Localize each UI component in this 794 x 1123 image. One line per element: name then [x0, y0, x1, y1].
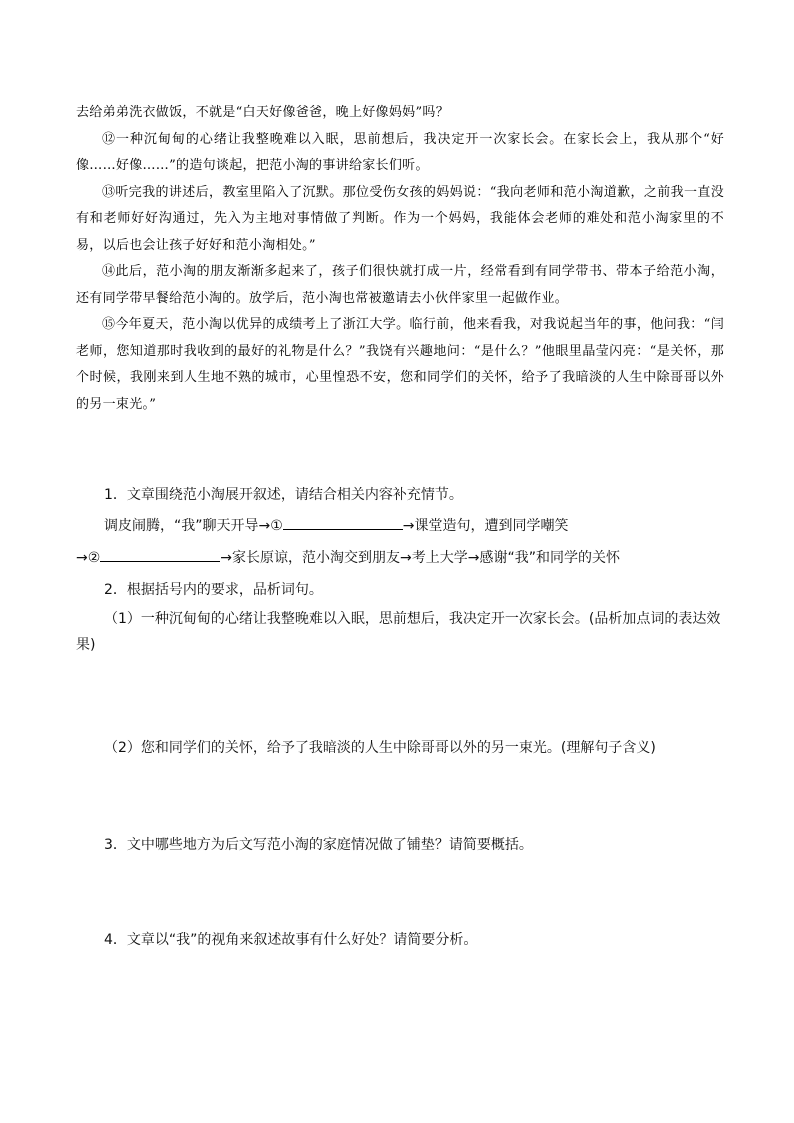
question-2-part-2: （2）您和同学们的关怀，给予了我暗淡的人生中除哥哥以外的另一束光。(理解句子含义)	[104, 740, 656, 756]
passage-paragraph-13: ⑬听完我的讲述后，教室里陷入了沉默。那位受伤女孩的妈妈说：“我向老师和范小淘道歉，之前我一直没有和老师好好沟通过，先入为主地对事情做了判断。作为一个妈妈，我能体会老师的难处和范小淘家里的不易，以后也会让孩子好好和范小淘相处。”	[76, 184, 724, 253]
question-2-stem: 2．根据括号内的要求，品析词句。	[104, 582, 323, 598]
question-4: 4．文章以“我”的视角来叙述故事有什么好处？请简要分析。	[104, 932, 478, 948]
passage-paragraph-15: ⑮今年夏天，范小淘以优异的成绩考上了浙江大学。临行前，他来看我，对我说起当年的事，他问我：“闫老师，您知道那时我收到的最好的礼物是什么？”我饶有兴趣地问：“是什么？”他眼里晶莹闪亮：“是关怀，那个时候，我刚来到人生地不熟的城市，心里惶恐不安，您和同学们的关怀，给予了我暗淡的人生中除哥哥以外的另一束光。”	[76, 317, 724, 412]
plot-line-2-suffix: →家长原谅，范小淘交到朋友→考上大学→感谢“我”和同学的关怀	[220, 550, 620, 566]
answer-blank-1[interactable]	[283, 515, 403, 530]
passage-paragraph-14: ⑭此后，范小淘的朋友渐渐多起来了，孩子们很快就打成一片，经常看到有同学带书、带本子给范小淘，还有同学带早餐给范小淘的。放学后，范小淘也常被邀请去小伙伴家里一起做作业。	[76, 264, 724, 306]
passage-paragraph-continued: 去给弟弟洗衣做饭，不就是“白天好像爸爸，晚上好像妈妈”吗？	[76, 105, 449, 120]
plot-line-2-prefix: →②	[76, 550, 101, 566]
question-1-stem: 1．文章围绕范小淘展开叙述，请结合相关内容补充情节。	[104, 487, 463, 503]
answer-blank-2[interactable]	[100, 547, 220, 562]
plot-line-1-prefix: 调皮闹腾，“我”聊天开导→①	[104, 518, 283, 534]
passage-paragraph-12: ⑫一种沉甸甸的心绪让我整晚难以入眠，思前想后，我决定开一次家长会。在家长会上，我从那个“好像……好像……”的造句谈起，把范小淘的事讲给家长们听。	[76, 131, 724, 173]
question-1-plot-line-2	[76, 547, 620, 567]
question-2-part-1: （1）一种沉甸甸的心绪让我整晚难以入眠，思前想后，我决定开一次家长会。(品析加点词的表达效果)	[76, 611, 721, 653]
question-3: 3．文中哪些地方为后文写范小淘的家庭情况做了铺垫？请简要概括。	[104, 837, 533, 853]
plot-line-1-suffix: →课堂造句，遭到同学嘲笑	[402, 518, 569, 534]
question-1-plot-line-1	[104, 515, 569, 535]
reading-passage	[76, 100, 724, 418]
